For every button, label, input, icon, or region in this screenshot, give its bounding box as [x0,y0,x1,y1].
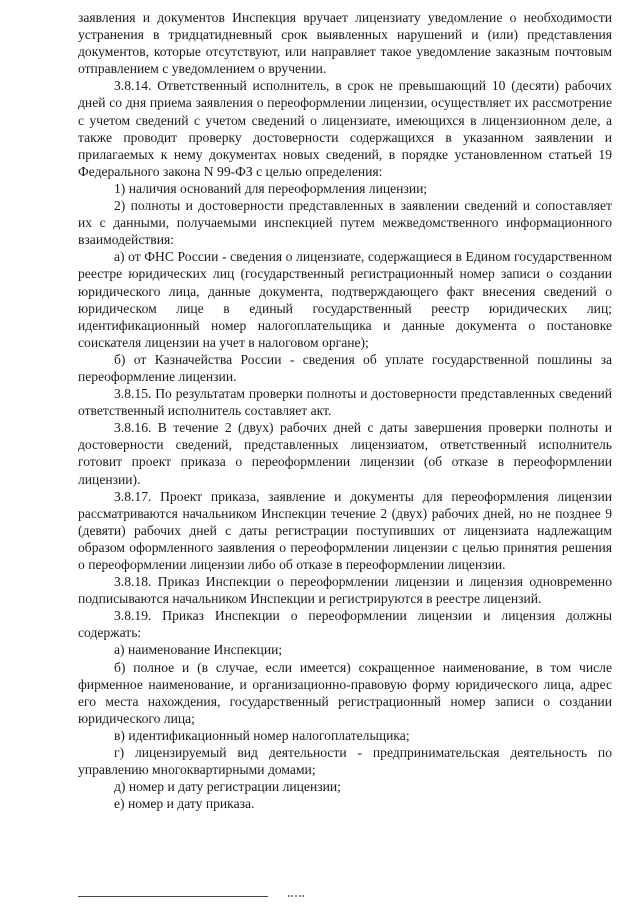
list-item-a-name: а) наименование Инспекции; [114,642,283,658]
list-item-e-order-date: е) номер и дату приказа. [114,796,255,812]
list-item-v-inn: в) идентификационный номер налогоплательщика; [114,727,410,743]
list-item-a-fns: а) от ФНС России - сведения о лицензиате, содержащиеся в Едином государственном реестре юридических лиц (государственный регистрационный номер записи о создании юридического лица, данные документа, подтверждающего факт внесения сведений о юридическом лице в единый государственный реестр юридических лиц; идентификационный номер налогоплательщика и данные документа о постановке соискателя лицензии на учет в налоговом органе); [78,249,612,350]
paragraph-3-8-17: 3.8.17. Проект приказа, заявление и документы для переоформления лицензии рассматриваются начальником Инспекции течение 2 (двух) рабочих дней, но не позднее 9 (девяти) рабочих дней с даты регистрации поступивших от лицензиата надлежащим образом оформленного заявления о переоформлении лицензии с целью принятия решения о переоформлении лицензии либо об отказе в переоформлении лицензии. [78,488,612,572]
list-item-g-activity: г) лицензируемый вид деятельности - предпринимательская деятельность по управлению многоквартирными домами; [78,745,612,778]
list-item-b-full-name: б) полное и (в случае, если имеется) сокращенное наименование, в том числе фирменное наименование, и организационно-правовую форму юридического лица, адрес его места нахождения, государственный регистрационный номер записи о создании юридического лица; [78,659,612,726]
list-item-1: 1) наличия оснований для переоформления лицензии; [114,180,428,196]
document-page [78,9,612,812]
list-item-2: 2) полноты и достоверности представленных в заявлении сведений и сопоставляет их с данными, получаемыми инспекцией путем межведомственного информационного взаимодействия: [78,198,612,248]
paragraph-continuation: заявления и документов Инспекция вручает лицензиату уведомление о необходимости устранения в тридцатидневный срок выявленных нарушений и (или) представления документов, которые отсутствуют, или направляет такое уведомление заказным почтовым отправлением с уведомлением о вручении. [78,10,612,77]
list-item-d-license-date: д) номер и дату регистрации лицензии; [114,779,341,795]
footer-mark [288,895,304,897]
paragraph-3-8-14: 3.8.14. Ответственный исполнитель, в срок не превышающий 10 (десяти) рабочих дней со дня приема заявления о переоформлении лицензии, осуществляет их рассмотрение с учетом сведений с учетом сведений о лицензиате, имеющихся в лицензионном деле, а также проводит проверку достоверности содержащихся в указанном заявлении и прилагаемых к нему документах новых сведений, в порядке установленном статьей 19 Федерального закона N 99-ФЗ с целью определения: [78,78,612,179]
list-item-b-treasury: б) от Казначейства России - сведения об уплате государственной пошлины за переоформление лицензии. [78,351,612,384]
paragraph-3-8-16: 3.8.16. В течение 2 (двух) рабочих дней с даты завершения проверки полноты и достоверности сведений, представленных лицензиатом, ответственный исполнитель готовит проект приказа о переоформлении лицензии (об отказе в переоформлении лицензии). [78,420,612,487]
paragraph-3-8-15: 3.8.15. По результатам проверки полноты и достоверности представленных сведений ответственный исполнитель составляет акт. [78,386,612,419]
paragraph-3-8-19: 3.8.19. Приказ Инспекции о переоформлении лицензии и лицензия должны содержать: [78,608,612,641]
paragraph-3-8-18: 3.8.18. Приказ Инспекции о переоформлении лицензии и лицензия одновременно подписываются начальником Инспекции и регистрируются в реестре лицензий. [78,574,612,607]
footnote-divider [78,896,268,897]
